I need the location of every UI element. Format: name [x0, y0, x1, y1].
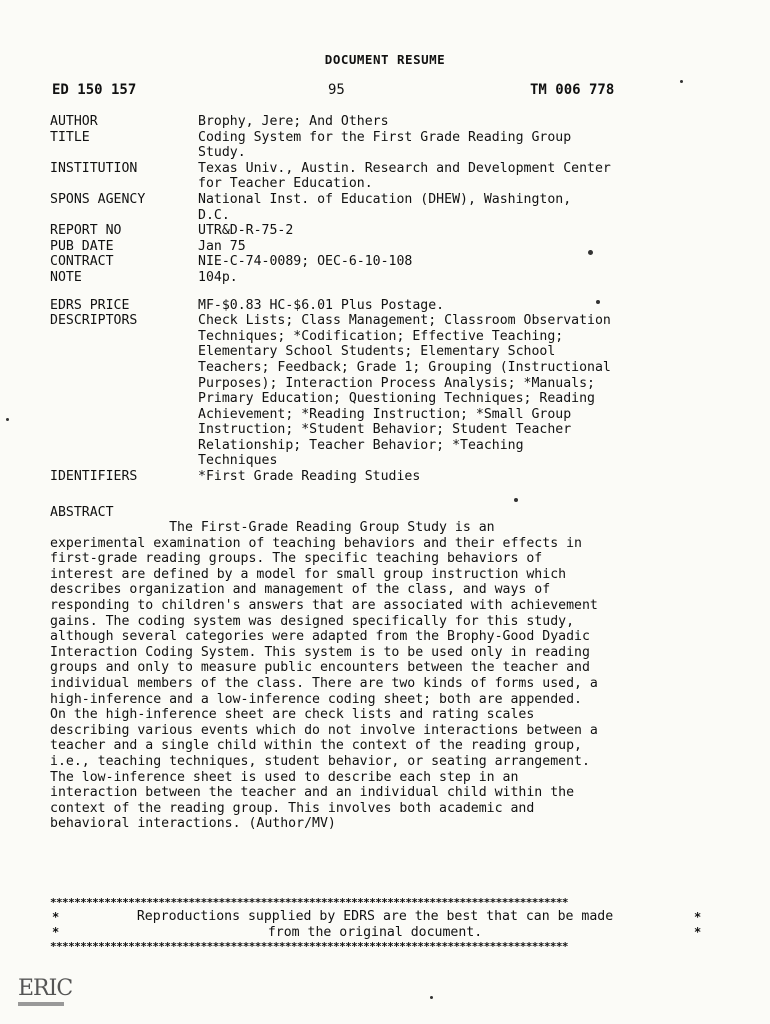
- ed-number: ED 150 157: [52, 82, 137, 98]
- field-note: [50, 270, 690, 286]
- scan-speck: [514, 498, 518, 502]
- star-border-right: *: [694, 910, 702, 924]
- field-label: INSTITUTION: [50, 160, 138, 176]
- field-value: NIE-C-74-0089; OEC-6-10-108: [198, 254, 413, 270]
- field-title: [50, 130, 690, 161]
- scan-speck: [6, 418, 9, 421]
- field-value: Check Lists; Class Management; Classroom Observation Techniques; *Codification; Effective Teaching; Elementary School Students; Elementary School Teachers; Feedback; Grade 1; Grouping (Instructional Purposes); Interaction Process Analysis; *Manuals; Primary Education; Questioning Techniques; Reading Achievement; *Reading Instruction; *Small Group Instruction; *Student Behavior; Student Teacher Relationship; Teacher Behavior; *Teaching Techniques: [198, 313, 611, 469]
- abstract-text: The First-Grade Reading Group Study is an experimental examination of teaching behaviors and their effects in first-grade reading groups. The specific teaching behaviors of interest are defined by a model for small group instruction which describes organization and management of the class, and ways of responding to children's answers that are associated with achievement gains. The coding system was designed specifically for this study, although several categories were adapted from the Brophy-Good Dyadic Interaction Coding System. This system is to be used only in reading groups and only to measure public encounters between the teacher and individual members of the class. There are two kinds of forms used, a high-inference and a low-inference coding sheet; both are appended. On the high-inference sheet are check lists and rating scales describing various events which do not involve interactions between a teacher and a single child within the context of the reading group, i.e., teaching techniques, student behavior, or seating arrangement. The low-inference sheet is used to describe each step in an interaction between the teacher and an individual child within the context of the reading group. This involves both academic and behavioral interactions. (Author/MV): [50, 520, 598, 832]
- field-label: REPORT NO: [50, 223, 122, 239]
- pages-code: 95: [328, 82, 345, 98]
- reproduction-note-line1: Reproductions supplied by EDRS are the best that can be made: [136, 909, 614, 924]
- field-label: EDRS PRICE: [50, 297, 130, 313]
- field-label: IDENTIFIERS: [50, 469, 138, 485]
- reproduction-note-line2: from the original document.: [267, 925, 483, 940]
- scan-speck: [680, 80, 683, 83]
- eric-logo: [18, 972, 73, 1008]
- field-institution: [50, 161, 690, 192]
- field-value: MF-$0.83 HC-$6.01 Plus Postage.: [198, 297, 445, 313]
- field-identifiers: [50, 469, 690, 485]
- field-value: Texas Univ., Austin. Research and Development Center for Teacher Education.: [198, 160, 611, 192]
- field-author: [50, 114, 690, 130]
- eric-logo-text: ERIC: [18, 976, 73, 1001]
- field-descriptors: [50, 313, 690, 469]
- field-value: Brophy, Jere; And Others: [198, 114, 389, 129]
- field-value: *First Grade Reading Studies: [198, 469, 421, 485]
- field-spons-agency: [50, 192, 690, 223]
- eric-logo-bar: [18, 1002, 64, 1006]
- metadata-fields: [50, 114, 690, 485]
- field-value: Jan 75: [198, 238, 246, 254]
- scan-speck: [588, 250, 593, 255]
- field-label: DESCRIPTORS: [50, 313, 138, 329]
- field-label: NOTE: [50, 269, 82, 285]
- star-border-right: *: [694, 925, 702, 939]
- abstract-label: ABSTRACT: [50, 505, 114, 520]
- scan-speck: [596, 300, 600, 304]
- field-value: Coding System for the First Grade Reading Group Study.: [198, 129, 572, 161]
- field-label: AUTHOR: [50, 114, 98, 129]
- field-label: PUB DATE: [50, 238, 114, 254]
- star-border-top: **************************************************************************************: [50, 896, 568, 909]
- document-title: DOCUMENT RESUME: [324, 52, 446, 67]
- field-label: TITLE: [50, 129, 90, 145]
- scan-speck: [430, 996, 433, 999]
- tm-number: TM 006 778: [530, 82, 615, 98]
- field-contract: [50, 254, 690, 270]
- field-value: 104p.: [198, 269, 238, 285]
- field-edrs-price: [50, 298, 690, 314]
- star-border-bottom: **************************************************************************************: [50, 940, 568, 953]
- field-pub-date: [50, 239, 690, 255]
- field-value: UTR&D-R-75-2: [198, 223, 294, 239]
- star-border-left: *: [52, 910, 60, 924]
- field-label: CONTRACT: [50, 254, 114, 270]
- star-border-left: *: [52, 925, 60, 939]
- field-value: National Inst. of Education (DHEW), Washington, D.C.: [198, 191, 572, 223]
- field-report-no: [50, 223, 690, 239]
- field-label: SPONS AGENCY: [50, 191, 146, 207]
